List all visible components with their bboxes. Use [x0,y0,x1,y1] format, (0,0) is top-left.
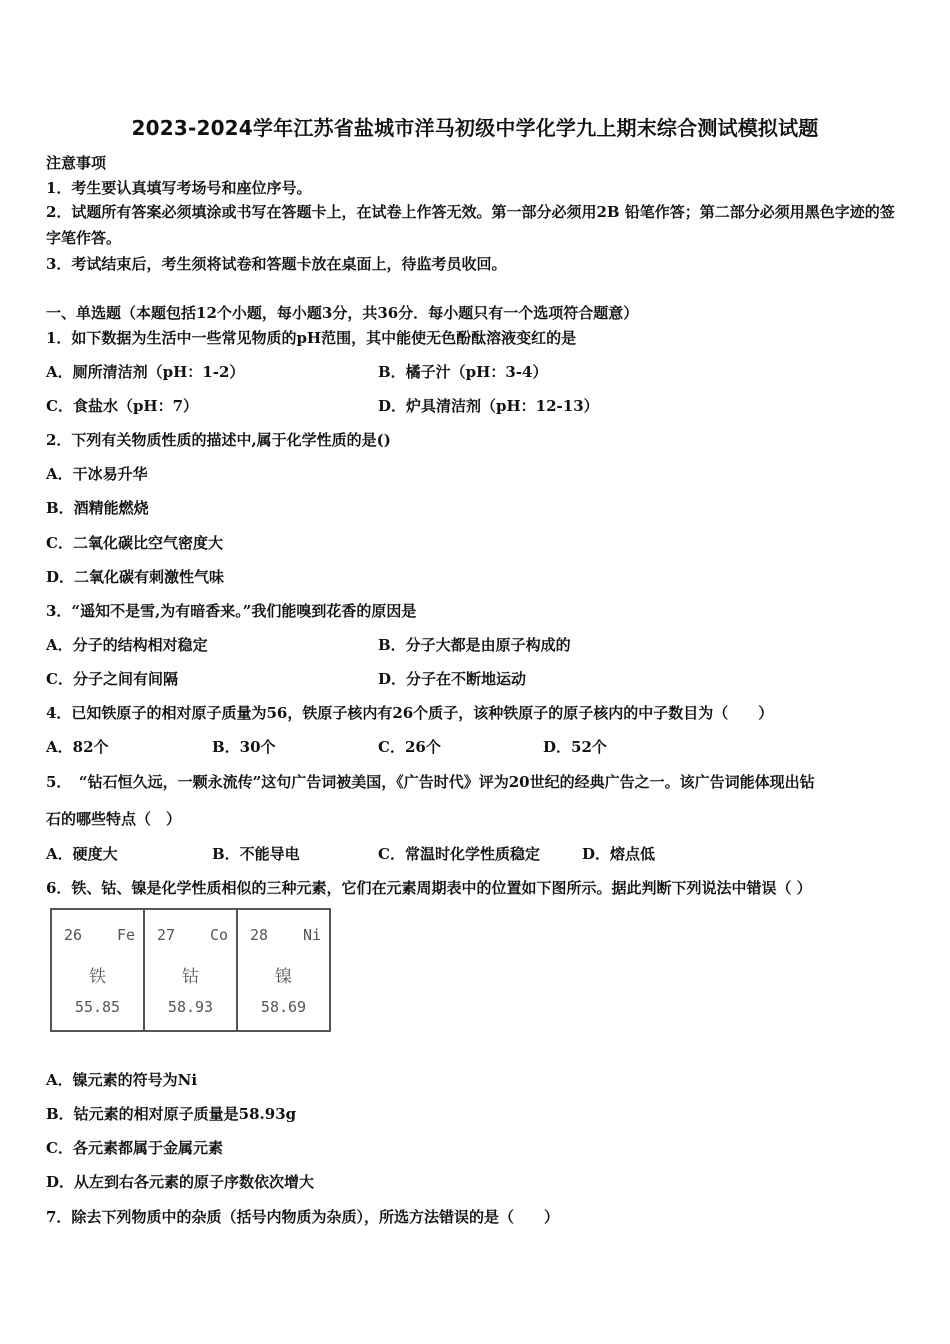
question-5-option-c: C．常温时化学性质稳定 [378,845,540,863]
question-4-option-a: A．82个 [46,738,109,756]
question-6-option-b: B．钴元素的相对原子质量是58.93g [46,1105,297,1123]
periodic-table-fragment [50,908,331,1032]
question-6-option-d: D．从左到右各元素的原子序数依次增大 [46,1173,315,1191]
element-mass: 58.69 [260,998,307,1016]
question-3-option-d: D．分子在不断地运动 [378,670,527,688]
element-cell-ni [237,909,330,1031]
question-4-option-b: B．30个 [212,738,276,756]
question-5-option-b: B．不能导电 [212,845,300,863]
question-4-stem: 4．已知铁原子的相对原子质量为56，铁原子核内有26个质子，该种铁原子的原子核内的中子数目为（ ） [46,704,774,722]
question-1-option-d: D．炉具清洁剂（pH：12-13） [378,397,599,415]
element-mass: 55.85 [74,998,121,1016]
element-number: 26 [64,926,83,944]
question-3-option-b: B．分子大都是由原子构成的 [378,636,571,654]
question-2-option-a: A．干冰易升华 [46,465,148,483]
page-title: 2023-2024学年江苏省盐城市洋马初级中学化学九上期末综合测试模拟试题 [131,116,819,140]
element-symbol: Fe [116,926,135,944]
question-2-option-b: B．酒精能燃烧 [46,499,149,517]
question-4-option-d: D．52个 [543,738,607,756]
element-name: 镍 [275,967,292,987]
notice-item-2: 2．试题所有答案必须填涂或书写在答题卡上，在试卷上作答无效。第一部分必须用2B 铅笔作答；第二部分必须用黑色字迹的签字笔作答。 [46,203,895,247]
element-symbol: Co [209,926,228,944]
question-7-stem: 7．除去下列物质中的杂质（括号内物质为杂质），所选方法错误的是（ ） [46,1208,559,1226]
question-2-stem: 2．下列有关物质性质的描述中,属于化学性质的是() [46,431,391,449]
question-3-stem: 3．“遥知不是雪,为有暗香来。”我们能嗅到花香的原因是 [46,602,417,620]
element-cell-co [144,909,237,1031]
question-6-option-a: A．镍元素的符号为Ni [46,1071,198,1089]
notice-heading: 注意事项 [46,154,107,172]
element-name: 铁 [89,967,106,987]
question-5-option-d: D．熔点低 [582,845,656,863]
question-6-stem: 6．铁、钴、镍是化学性质相似的三种元素，它们在元素周期表中的位置如下图所示。据此判断下列说法中错误（ ） [46,879,812,897]
question-6-option-c: C．各元素都属于金属元素 [46,1139,223,1157]
question-1-option-c: C．食盐水（pH：7） [46,397,199,415]
question-3-option-c: C．分子之间有间隔 [46,670,178,688]
question-5-stem-line-2: 石的哪些特点（ ） [46,810,182,828]
question-1-option-b: B．橘子汁（pH：3-4） [378,363,548,381]
question-4-option-c: C．26个 [378,738,441,756]
notice-item-1: 1．考生要认真填写考场号和座位序号。 [46,179,312,197]
question-5-stem-line-1: 5． “钻石恒久远，一颗永流传”这句广告词被美国，《广告时代》评为20世纪的经典广告之一。该广告词能体现出钻 [46,773,815,791]
question-2-option-d: D．二氧化碳有刺激性气味 [46,568,225,586]
notice-item-3: 3．考试结束后，考生须将试卷和答题卡放在桌面上，待监考员收回。 [46,255,507,273]
question-1-option-a: A．厕所清洁剂（pH：1-2） [46,363,245,381]
question-5-option-a: A．硬度大 [46,845,118,863]
element-number: 28 [250,926,269,944]
question-2-option-c: C．二氧化碳比空气密度大 [46,534,223,552]
element-number: 27 [157,926,176,944]
element-mass: 58.93 [167,998,214,1016]
question-1-stem: 1．如下数据为生活中一些常见物质的pH范围，其中能使无色酚酞溶液变红的是 [46,329,577,347]
element-name: 钴 [182,967,199,987]
element-cell-fe [51,909,144,1031]
section-heading: 一、单选题（本题包括12个小题，每小题3分，共36分．每小题只有一个选项符合题意） [46,304,639,322]
question-3-option-a: A．分子的结构相对稳定 [46,636,208,654]
element-symbol: Ni [302,926,321,944]
